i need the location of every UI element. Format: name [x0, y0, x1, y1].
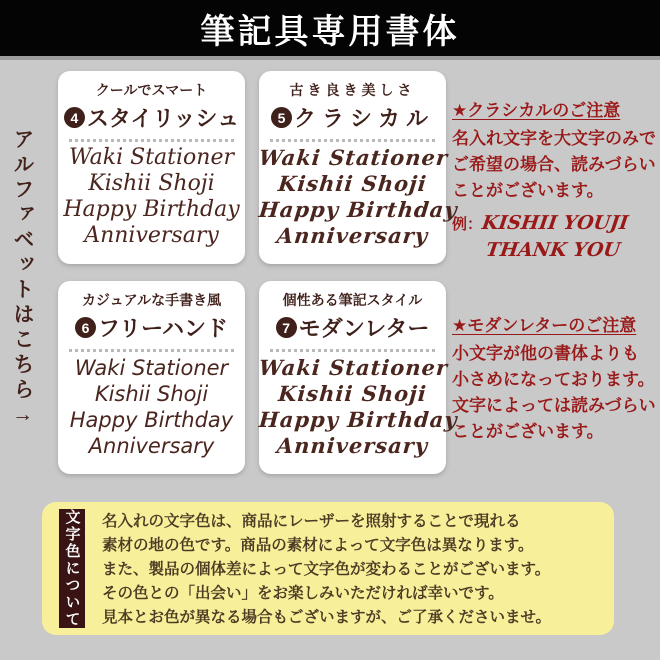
note-line: ことがございます。 — [452, 422, 604, 441]
dotted-divider — [270, 139, 435, 142]
banner-divider — [0, 56, 660, 60]
sample-line: Anniversary — [88, 434, 215, 458]
font-card-stylish — [58, 71, 245, 264]
text-color-info-box — [42, 502, 614, 635]
alphabet-vertical-note: アルファベットはこちら→ — [11, 128, 34, 430]
sample-line: Anniversary — [276, 433, 429, 458]
sample-line: Waki Stationer — [257, 145, 450, 170]
note-line: 文字によっては読みづらい — [452, 396, 656, 415]
card-title — [58, 312, 245, 343]
note-line: 名入れ文字を大文字のみで — [452, 129, 656, 148]
dotted-divider — [270, 349, 435, 352]
card-title-label: フリーハンド — [97, 316, 229, 341]
example-script-line: KISHII YOUJI — [480, 212, 630, 234]
header-banner — [0, 0, 660, 56]
sample-line: Happy Birthday — [69, 408, 234, 432]
sample-line: Waki Stationer — [68, 145, 235, 170]
font-card-modern-letter — [258, 281, 459, 474]
sample-line: Waki Stationer — [258, 355, 449, 380]
footer-line: また、製品の個体差によって文字色が変わることがございます。 — [102, 561, 551, 578]
card-tagline: 古き良き美しさ — [289, 82, 416, 98]
font-samples — [58, 355, 245, 459]
text-color-vertical-label: 文字色について — [59, 509, 85, 628]
sample-line: Waki Stationer — [74, 356, 229, 380]
sample-line: Happy Birthday — [63, 197, 240, 222]
number-badge-icon: 7 — [276, 317, 297, 338]
card-title — [58, 102, 245, 133]
note-line: ことがございます。 — [452, 181, 604, 200]
text-color-description — [102, 510, 551, 630]
example-label: 例： — [452, 216, 483, 233]
footer-line: 名入れの文字色は、商品にレーザーを照射することで現れる — [102, 513, 521, 530]
card-title-label: モダンレター — [298, 316, 430, 341]
sample-line: Happy Birthday — [258, 407, 459, 432]
note-line: 小文字が他の書体よりも — [452, 344, 639, 363]
sample-line: Anniversary — [84, 223, 219, 248]
sample-line: Anniversary — [275, 223, 430, 248]
card-tagline: カジュアルな手書き風 — [81, 292, 222, 308]
sample-line: Kishii Shoji — [276, 171, 429, 196]
footer-line: その色との「出会い」をお楽しみいただければ幸いです。 — [102, 585, 504, 602]
sample-line: Kishii Shoji — [277, 381, 428, 406]
dotted-divider — [69, 139, 234, 142]
card-tagline: クールでスマート — [95, 82, 208, 98]
dotted-divider — [69, 349, 234, 352]
example-script-line: THANK YOU — [484, 239, 622, 261]
font-samples — [258, 355, 459, 459]
page-title: 筆記具専用書体 — [200, 12, 460, 51]
card-title-label: スタイリッシュ — [86, 106, 240, 131]
modern-letter-caution-note — [452, 311, 660, 445]
font-card-classical — [257, 71, 459, 264]
note-line: ご希望の場合、読みづらい — [452, 155, 656, 174]
number-badge-icon: 6 — [75, 317, 96, 338]
card-title — [259, 102, 446, 133]
card-title-label: クラシカル — [293, 106, 434, 131]
note-title: ★クラシカルのご注意 — [452, 101, 621, 120]
footer-line: 見本とお色が異なる場合もございますが、ご了承くださいませ。 — [102, 609, 552, 626]
footer-line: 素材の地の色です。商品の素材によって文字色は異なります。 — [102, 537, 534, 554]
sample-line: Happy Birthday — [257, 197, 459, 222]
number-badge-icon: 4 — [64, 107, 85, 128]
font-samples — [257, 145, 459, 249]
card-title — [259, 312, 446, 343]
card-tagline: 個性ある筆記スタイル — [282, 292, 423, 308]
sample-line: Kishii Shoji — [88, 171, 215, 196]
classical-caution-note — [452, 96, 660, 264]
note-line: 小さめになっております。 — [452, 370, 655, 389]
caution-example — [452, 210, 660, 264]
note-title: ★モダンレターのご注意 — [452, 316, 637, 335]
sample-line: Kishii Shoji — [94, 382, 209, 406]
number-badge-icon: 5 — [271, 107, 292, 128]
font-samples — [58, 145, 245, 249]
font-card-freehand — [58, 281, 245, 474]
